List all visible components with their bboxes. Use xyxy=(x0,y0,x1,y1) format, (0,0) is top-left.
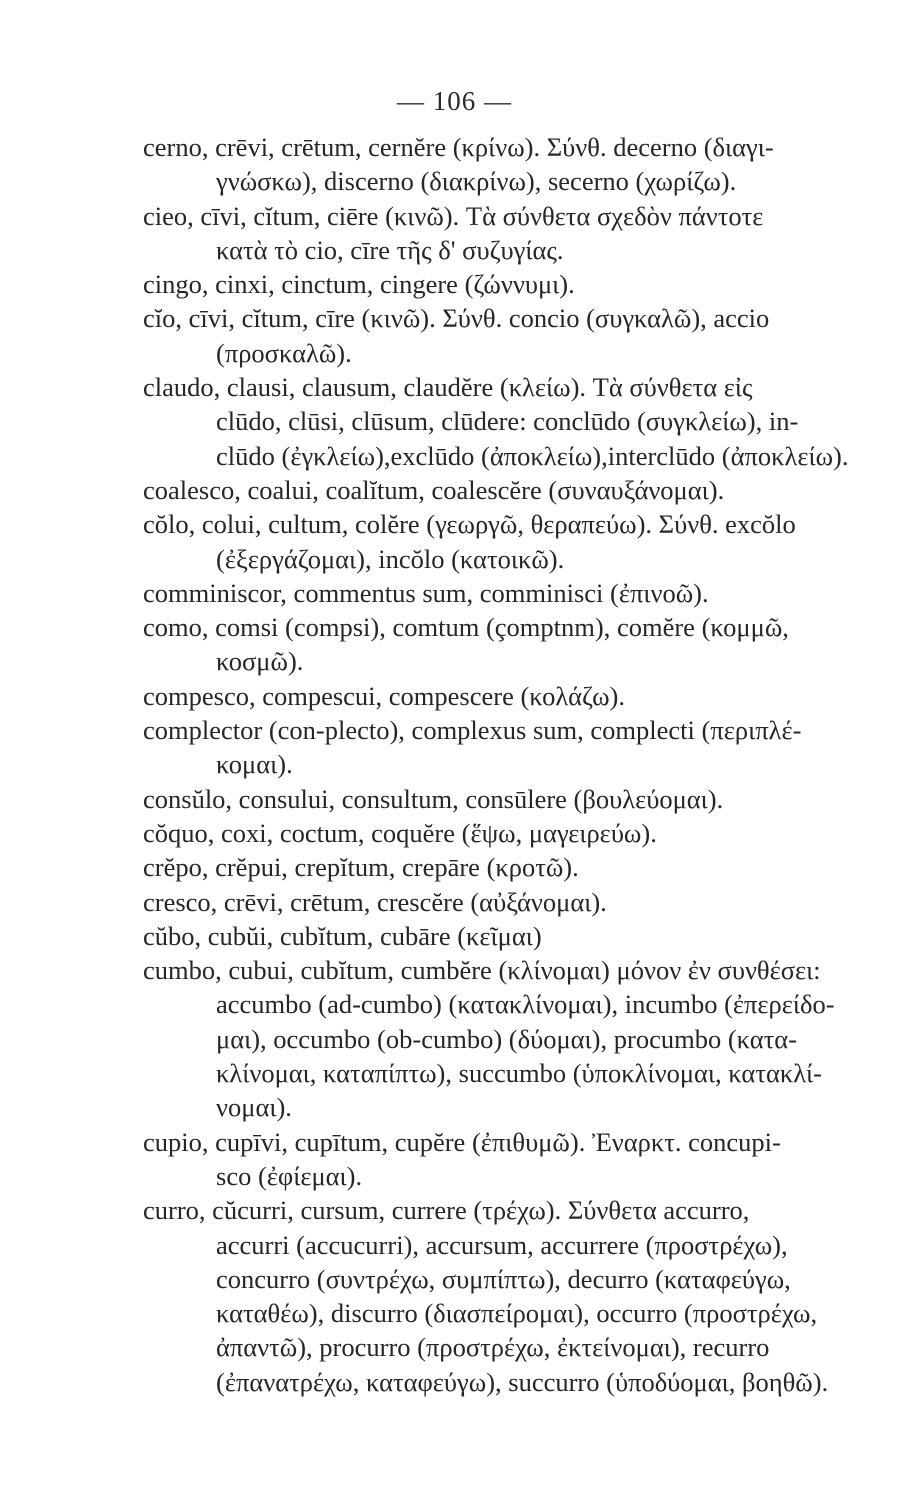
entry-continuation-line: καταθέω), discurro (διασπείρομαι), occurro (προστρέχω, xyxy=(216,1298,818,1329)
entry-continuation-line: (προσκαλῶ). xyxy=(216,337,352,368)
entry-line: como, comsi (compsi), comtum (çomptnm), comĕre (κομμῶ, xyxy=(143,612,789,643)
entry-line: cŭbo, cubŭi, cubĭtum, cubāre (κεῖμαι) xyxy=(143,920,542,951)
entry-line: curro, cŭcurri, cursum, currere (τρέχω). Σύνθετα accurro, xyxy=(143,1195,750,1226)
entry-line: complector (con-plecto), complexus sum, complecti (περιπλέ- xyxy=(143,715,802,746)
entry-line: crĕpo, crĕpui, crepĭtum, crepāre (κροτῶ). xyxy=(143,852,579,883)
entry-line: cĭo, cīvi, cĭtum, cīre (κινῶ). Σύνθ. concio (συγκαλῶ), accio xyxy=(143,303,770,334)
entry-continuation-line: κλίνομαι, καταπίπτω), succumbo (ὑποκλίνομαι, κατακλί- xyxy=(216,1058,823,1089)
entry-line: cerno, crēvi, crētum, cernĕre (κρίνω). Σύνθ. decerno (διαγι- xyxy=(143,132,774,162)
entry-continuation-line: γνώσκω), discerno (διακρίνω), secerno (χωρίζω). xyxy=(216,166,737,197)
entry-continuation-line: (ἐπανατρέχω, καταφεύγω), succurro (ὑποδύομαι, βοηθῶ). xyxy=(216,1366,829,1397)
entry-line: comminiscor, commentus sum, comminisci (ἐπινοῶ). xyxy=(143,577,709,608)
entry-line: cresco, crēvi, crētum, crescĕre (αὐξάνομαι). xyxy=(143,886,607,917)
entry-continuation-line: μαι), occumbo (ob-cumbo) (δύομαι), procumbo (κατα- xyxy=(216,1023,798,1054)
entry-continuation-line: concurro (συντρέχω, συμπίπτω), decurro (καταφεύγω, xyxy=(216,1263,791,1294)
entry-line: cieo, cīvi, cĭtum, ciēre (κινῶ). Τὰ σύνθετα σχεδὸν πάντοτε xyxy=(143,200,764,231)
entry-line: compesco, compescui, compescere (κολάζω). xyxy=(143,680,625,711)
entry-continuation-line: (ἐξεργάζομαι), incŏlo (κατοικῶ). xyxy=(216,543,565,574)
entry-line: coalesco, coalui, coalĭtum, coalescĕre (συναυξάνομαι). xyxy=(143,474,725,505)
entry-continuation-line: sco (ἐφίεμαι). xyxy=(216,1160,363,1191)
page-number: — 106 — xyxy=(397,86,512,116)
entry-continuation-line: clūdo (ἐγκλείω),exclūdo (ἀποκλείω),interclūdo (ἀποκλείω). xyxy=(216,440,849,471)
entry-continuation-line: νομαι). xyxy=(216,1092,292,1123)
dictionary-entries xyxy=(143,130,879,1399)
entry-continuation-line: ἀπαντῶ), procurro (προστρέχω, ἐκτείνομαι), recurro xyxy=(216,1332,770,1363)
entry-continuation-line: accumbo (ad-cumbo) (κατακλίνομαι), incumbo (ἐπερείδο- xyxy=(216,989,835,1020)
entry-line: claudo, clausi, clausum, claudĕre (κλείω). Τὰ σύνθετα εἰς xyxy=(143,372,753,403)
entry-line: cumbo, cubui, cubĭtum, cumbĕre (κλίνομαι) μόνον ἐν συνθέσει: xyxy=(143,955,821,986)
entry-continuation-line: κομαι). xyxy=(216,749,293,780)
entry-line: cingo, cinxi, cinctum, cingere (ζώννυμι). xyxy=(143,269,575,300)
entry-line: cupio, cupīvi, cupītum, cupĕre (ἐπιθυμῶ). Ἐναρκτ. concupi- xyxy=(143,1126,781,1157)
entry-line: cŏquo, coxi, coctum, coquĕre (ἕψω, μαγειρεύω). xyxy=(143,817,657,848)
entry-line: cŏlo, colui, cultum, colĕre (γεωργῶ, θεραπεύω). Σύνθ. excŏlo xyxy=(143,509,796,540)
entry-continuation-line: κατὰ τὸ cio, cīre τῆς δ' συζυγίας. xyxy=(216,234,564,265)
entry-continuation-line: accurri (accucurri), accursum, accurrere (προστρέχω), xyxy=(216,1229,788,1260)
entry-continuation-line: clūdo, clūsi, clūsum, clūdere: conclūdo (συγκλείω), in- xyxy=(216,406,799,437)
entry-continuation-line: κοσμῶ). xyxy=(216,646,304,677)
entry-line: consŭlo, consului, consultum, consūlere (βουλεύομαι). xyxy=(143,783,724,814)
